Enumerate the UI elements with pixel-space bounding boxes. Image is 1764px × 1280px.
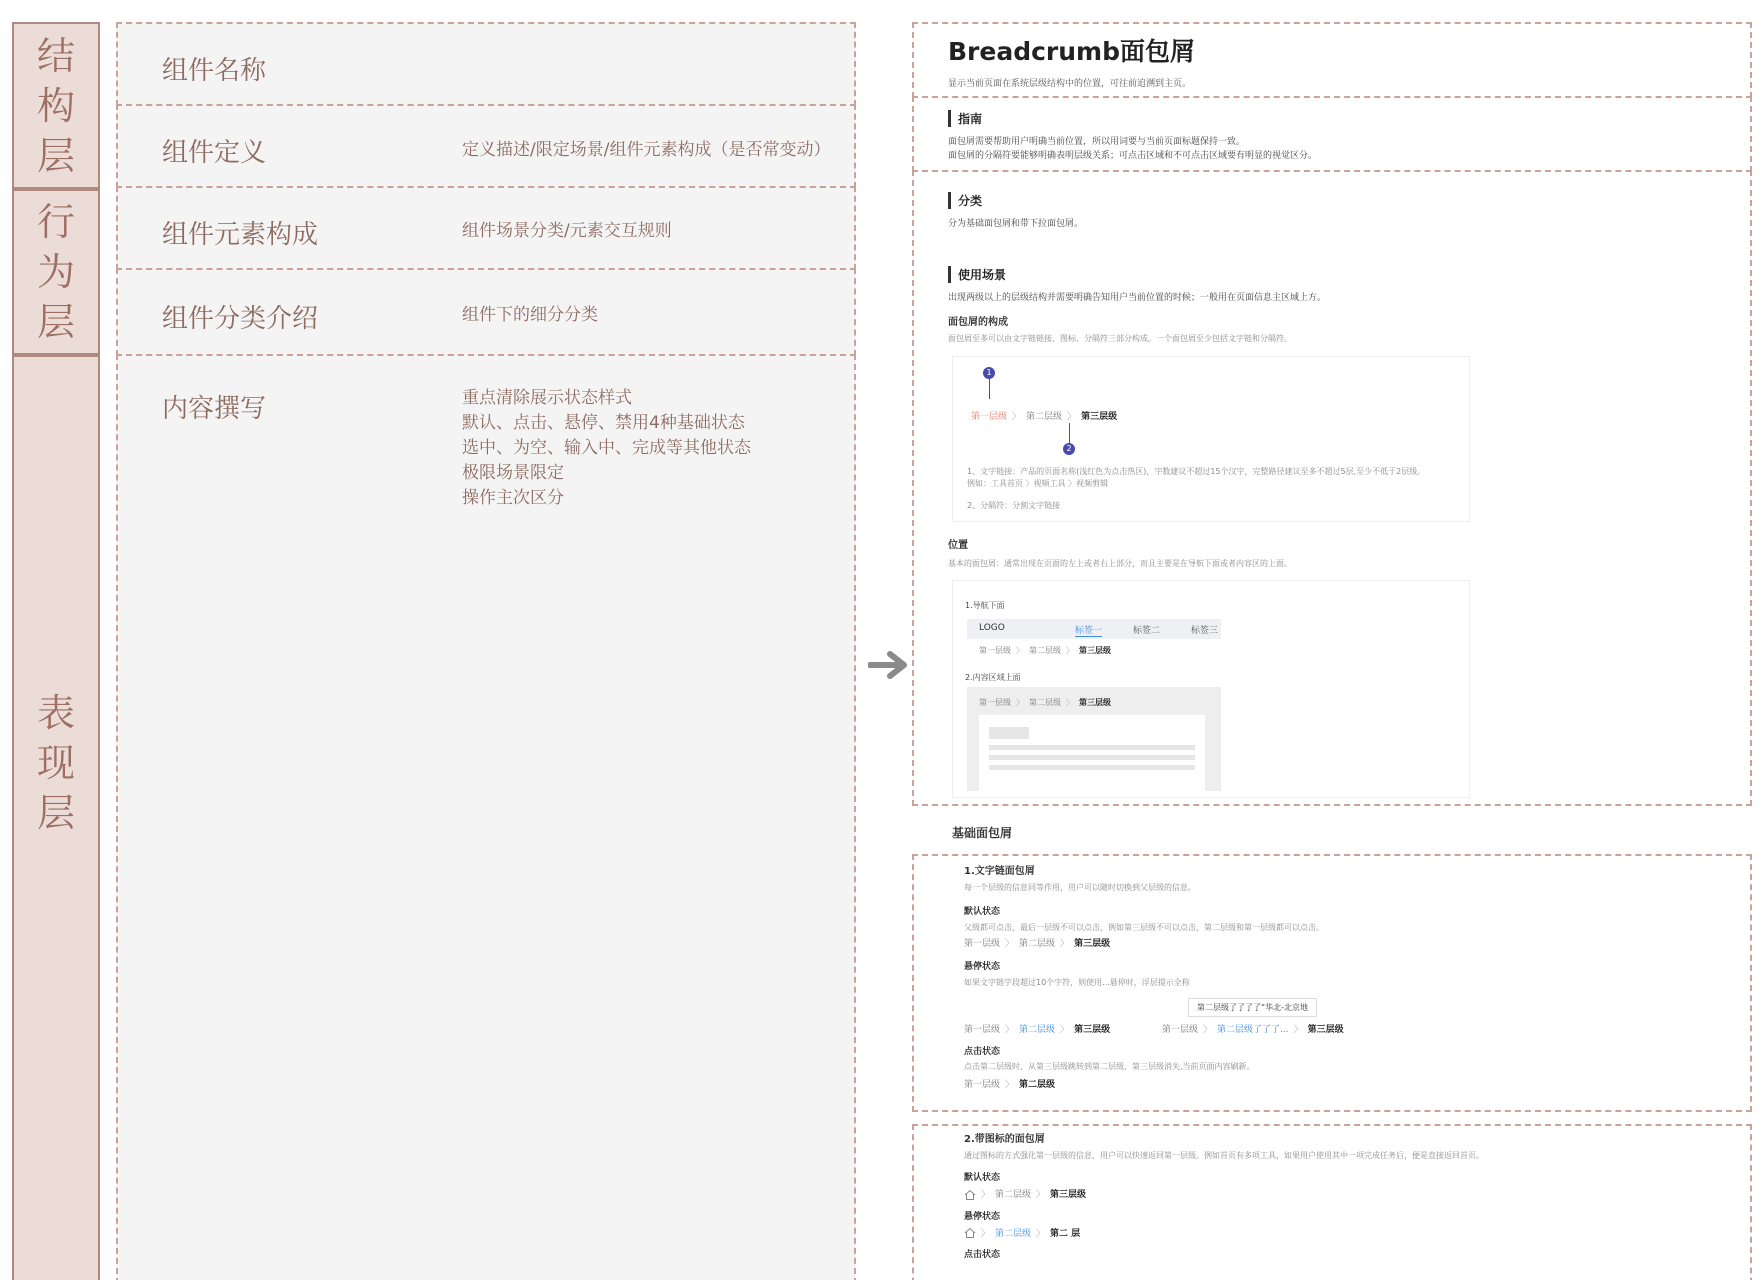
doc-guide bbox=[948, 110, 1317, 163]
layer-char: 行 bbox=[36, 200, 75, 244]
separator-icon: 〉 bbox=[1066, 646, 1074, 655]
breadcrumb-item[interactable]: 第一层级 bbox=[979, 698, 1011, 707]
state-title: 点击状态 bbox=[964, 1250, 1001, 1260]
composition-title: 面包屑的构成 bbox=[948, 317, 1008, 328]
breadcrumb-item[interactable]: 第二层级 bbox=[1019, 1025, 1056, 1035]
doc-title: Breadcrumb面包屑 bbox=[948, 37, 1195, 66]
state-title: 悬停状态 bbox=[964, 1211, 1001, 1222]
breadcrumb bbox=[979, 697, 1111, 708]
position-item: 2.内容区域上面 bbox=[965, 673, 1021, 682]
position-text: 基本的面包屑：通常出现在页面的左上或者右上部分，而且主要是在导航下面或者内容区的上面。 bbox=[948, 559, 1292, 568]
row-desc: 选中、为空、输入中、完成等其他状态 bbox=[462, 438, 751, 458]
separator-icon: 〉 bbox=[981, 1228, 991, 1239]
row-title: 组件名称 bbox=[162, 56, 267, 86]
state-title: 悬停状态 bbox=[964, 962, 1001, 972]
nav-bar bbox=[967, 619, 1221, 639]
state-text: 点击第二层级时，从第三层级跳转到第二层级，第三层级消失,当前页面内容刷新。 bbox=[964, 1062, 1255, 1071]
icon-sub: 2.带图标的面包屑 bbox=[964, 1134, 1045, 1145]
breadcrumb bbox=[964, 1226, 1484, 1240]
guide-line: 面包屑的分隔符要能够明确表明层级关系；可点击区域和不可点击区域要有明显的视觉区分。 bbox=[948, 151, 1318, 161]
nav-tab[interactable]: 标签二 bbox=[1133, 626, 1161, 636]
breadcrumb bbox=[971, 409, 1117, 422]
marker-dot: 2 bbox=[1063, 443, 1075, 455]
breadcrumb-current: 第二 层 bbox=[1050, 1228, 1081, 1239]
row-title: 内容撰写 bbox=[162, 394, 267, 424]
marker-line bbox=[1069, 423, 1070, 443]
layer-char: 结 bbox=[36, 33, 75, 78]
layer-char: 现 bbox=[36, 740, 75, 785]
row-desc: 组件场景分类/元素交互规则 bbox=[462, 221, 672, 241]
marker-line bbox=[989, 379, 990, 399]
breadcrumb-item[interactable]: 第二层级 bbox=[1019, 939, 1056, 949]
row-content-writing bbox=[116, 354, 856, 1280]
separator-icon: 〉 bbox=[1016, 646, 1024, 655]
breadcrumb-item[interactable]: 第一层级 bbox=[964, 939, 1001, 949]
logo: LOGO bbox=[979, 623, 1005, 633]
click-state bbox=[964, 1044, 1464, 1090]
separator-icon: 〉 bbox=[1060, 939, 1070, 949]
breadcrumb bbox=[964, 1187, 1484, 1201]
doc-usage bbox=[948, 266, 1326, 345]
separator-icon: 〉 bbox=[1016, 698, 1024, 707]
breadcrumb-item[interactable]: 第一层级 bbox=[964, 1080, 1001, 1090]
placeholder-block bbox=[989, 727, 1029, 739]
position-item: 1.导航下面 bbox=[965, 601, 1005, 610]
doc-subtitle: 显示当前页面在系统层级结构中的位置，可往前追溯到主页。 bbox=[948, 79, 1192, 89]
separator-icon: 〉 bbox=[981, 1190, 991, 1200]
usage-heading: 使用场景 bbox=[948, 266, 1326, 283]
row-desc: 定义描述/限定场景/组件元素构成（是否常变动） bbox=[462, 140, 831, 160]
position-title: 位置 bbox=[948, 540, 968, 551]
separator-icon: 〉 bbox=[1036, 1190, 1046, 1200]
note-text: 例如：工具首页 〉视频工具 〉视频剪辑 bbox=[967, 479, 1109, 488]
category-heading: 分类 bbox=[948, 192, 1083, 209]
category-text: 分为基础面包屑和带下拉面包屑。 bbox=[948, 219, 1084, 229]
breadcrumb-item[interactable]: 第二层级 bbox=[1029, 698, 1061, 707]
layer-behavior bbox=[12, 189, 100, 355]
breadcrumb-current: 第二层级 bbox=[1019, 1080, 1056, 1090]
breadcrumb-current: 第三层级 bbox=[1074, 1025, 1111, 1035]
breadcrumb-item[interactable]: 第二层级 bbox=[1026, 412, 1063, 422]
state-text: 如果文字链字段超过10个字符，则使用...悬停时，浮层提示全称 bbox=[964, 978, 1190, 987]
nav-tab[interactable]: 标签一 bbox=[1075, 623, 1102, 637]
tooltip: 第二层级了了了了“华北-北京地 bbox=[1188, 998, 1317, 1017]
breadcrumb-item[interactable]: 第一层级 bbox=[1162, 1025, 1199, 1035]
separator-icon: 〉 bbox=[1012, 412, 1022, 422]
row-component-elements bbox=[116, 186, 856, 270]
row-desc: 默认、点击、悬停、禁用4种基础状态 bbox=[462, 413, 745, 433]
layer-char: 层 bbox=[36, 133, 75, 178]
row-component-categories bbox=[116, 268, 856, 356]
doc-category bbox=[948, 192, 1083, 231]
layer-char: 层 bbox=[36, 300, 75, 344]
placeholder-line bbox=[989, 745, 1195, 750]
usage-text: 出现两级以上的层级结构并需要明确告知用户当前位置的时候；一般用在页面信息主区域上方。 bbox=[948, 293, 1327, 303]
basic-section bbox=[964, 862, 1464, 989]
layer-presentation bbox=[12, 355, 100, 1280]
row-component-name bbox=[116, 22, 856, 106]
basic-heading: 基础面包屑 bbox=[952, 826, 1013, 840]
layer-structure bbox=[12, 22, 100, 189]
breadcrumb-current: 第三层级 bbox=[1079, 698, 1111, 707]
separator-icon: 〉 bbox=[1203, 1025, 1213, 1035]
guide-line: 面包屑需要帮助用户明确当前位置，所以用词要与当前页面标题保持一致。 bbox=[948, 137, 1246, 147]
separator-icon: 〉 bbox=[1036, 1228, 1046, 1239]
note-text: 2、分隔符：分割文字链接 bbox=[967, 501, 1061, 510]
breadcrumb bbox=[964, 1022, 1110, 1035]
marker-dot: 1 bbox=[983, 367, 995, 379]
breadcrumb-item[interactable]: 第一层级 bbox=[971, 412, 1008, 422]
breadcrumb bbox=[964, 1077, 1464, 1090]
position-card bbox=[952, 580, 1470, 798]
layer-char: 层 bbox=[36, 790, 75, 835]
breadcrumb-item[interactable]: 第二层级 bbox=[1029, 646, 1061, 655]
basic-sub: 1.文字链面包屑 bbox=[964, 866, 1035, 877]
separator-icon: 〉 bbox=[1060, 1025, 1070, 1035]
breadcrumb-item[interactable]: 第一层级 bbox=[979, 646, 1011, 655]
row-component-definition bbox=[116, 104, 856, 188]
row-desc: 组件下的细分分类 bbox=[462, 305, 598, 325]
row-title: 组件分类介绍 bbox=[162, 304, 319, 334]
state-title: 默认状态 bbox=[964, 907, 1001, 917]
row-title: 组件定义 bbox=[162, 138, 267, 168]
breadcrumb-current: 第三层级 bbox=[1050, 1190, 1087, 1200]
breadcrumb-item[interactable]: 第二层级 bbox=[995, 1228, 1032, 1239]
breadcrumb-current: 第三层级 bbox=[1307, 1025, 1344, 1035]
layer-char: 表 bbox=[36, 690, 75, 735]
breadcrumb bbox=[979, 645, 1111, 656]
placeholder-line bbox=[989, 755, 1195, 760]
state-title: 点击状态 bbox=[964, 1047, 1001, 1057]
right-arrow-icon bbox=[868, 644, 910, 690]
layer-char: 为 bbox=[36, 250, 75, 294]
breadcrumb-current: 第三层级 bbox=[1074, 939, 1111, 949]
nav-tab[interactable]: 标签三 bbox=[1191, 626, 1219, 636]
row-desc: 极限场景限定 bbox=[462, 463, 564, 483]
separator-icon: 〉 bbox=[1293, 1025, 1303, 1035]
composition-card bbox=[952, 356, 1470, 522]
separator-icon: 〉 bbox=[1005, 1025, 1015, 1035]
basic-sub-text: 每一个层级的信息同等作用，用户可以随时切换到父层级的信息。 bbox=[964, 883, 1196, 892]
guide-heading: 指南 bbox=[948, 110, 1317, 127]
composition-text: 面包屑至多可以由文字链链接、图标、分隔符三部分构成。一个面包屑至少包括文字链和分隔符。 bbox=[948, 334, 1292, 343]
breadcrumb-current: 第三层级 bbox=[1081, 412, 1118, 422]
row-desc: 重点清除展示状态样式 bbox=[462, 388, 632, 408]
doc-position bbox=[948, 536, 1292, 570]
layer-char: 构 bbox=[36, 83, 75, 128]
row-desc: 操作主次区分 bbox=[462, 488, 564, 508]
breadcrumb bbox=[1162, 1022, 1344, 1035]
note-text: 1、文字链接：产品的页面名称(浅红色为点击热区)，字数建议不超过15个汉字，完整路径建议至多不超过5层,至少不低于2层级。 bbox=[967, 467, 1426, 476]
home-icon[interactable] bbox=[964, 1189, 976, 1201]
separator-icon: 〉 bbox=[1066, 698, 1074, 707]
breadcrumb-item[interactable]: 第二层级 bbox=[995, 1190, 1032, 1200]
breadcrumb bbox=[964, 936, 1464, 949]
state-text: 父级都可点击，最后一层级不可以点击，例如第三层级不可以点击，第二层级和第一层级都可以点击。 bbox=[964, 923, 1324, 932]
separator-icon: 〉 bbox=[1005, 939, 1015, 949]
separator-icon: 〉 bbox=[1005, 1080, 1015, 1090]
breadcrumb-item[interactable]: 第一层级 bbox=[964, 1025, 1001, 1035]
breadcrumb-current: 第三层级 bbox=[1079, 646, 1111, 655]
icon-crumb-section bbox=[964, 1130, 1484, 1260]
icon-sub-text: 通过图标的方式强化第一层级的信息，用户可以快速返回第一层级。例如首页有多项工具，如果用户使用其中一项完成任务后，便是直接返回首页。 bbox=[964, 1151, 1484, 1160]
home-icon[interactable] bbox=[964, 1227, 976, 1239]
content-panel bbox=[979, 715, 1205, 791]
state-title: 默认状态 bbox=[964, 1173, 1001, 1183]
breadcrumb-item[interactable]: 第二层级了了了... bbox=[1217, 1025, 1289, 1035]
doc-header bbox=[948, 32, 1195, 89]
content-mock bbox=[967, 687, 1221, 791]
row-desc-list bbox=[462, 386, 751, 511]
separator-icon: 〉 bbox=[1067, 412, 1077, 422]
row-title: 组件元素构成 bbox=[162, 220, 319, 250]
placeholder-line bbox=[989, 765, 1195, 770]
